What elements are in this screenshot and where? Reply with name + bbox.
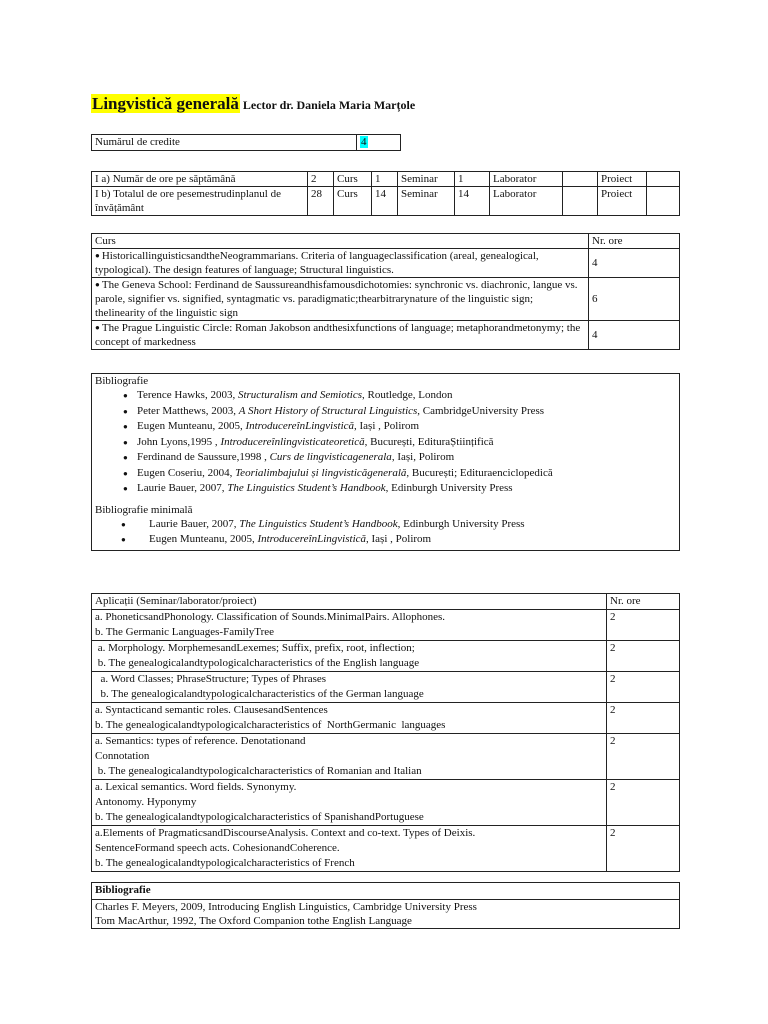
applications-header-row: [92, 594, 680, 610]
applications-topic: a. Morphology. MorphemesandLexemes; Suffix, prefix, root, inflection; b. The genealogicalandtypologicalcharacteristics of the English language: [92, 641, 607, 672]
applications-row: [92, 641, 680, 672]
applications-topic: a. PhoneticsandPhonology. Classification of Sounds.MinimalPairs. Allophones. b. The Germanic Languages-FamilyTree: [92, 610, 607, 641]
applications-topic: a. Semantics: types of reference. Denotationand Connotation b. The genealogicalandtypologicalcharacteristics of Romanian and Italian: [92, 734, 607, 780]
course-header-row: [92, 234, 680, 249]
applications-hours: 2: [607, 780, 680, 826]
title-line: [91, 94, 415, 114]
seminar-bibliography-item: Charles F. Meyers, 2009, Introducing English Linguistics, Cambridge University Press: [95, 901, 477, 913]
credits-value: 4: [361, 136, 367, 148]
bibliography-min-item: ● Eugen Munteanu, 2005, IntroducereînLingvistică, Iași , Polirom: [121, 532, 676, 548]
hours-semester-seminar-label: Seminar: [398, 187, 455, 216]
hours-semester-total: 28: [308, 187, 334, 216]
applications-row: [92, 734, 680, 780]
hours-semester-lab-label: Laborator: [490, 187, 563, 216]
hours-weekly-seminar: 1: [455, 172, 490, 187]
bibliography-header: Bibliografie: [95, 375, 149, 387]
applications-topic: a. Lexical semantics. Word fields. Synonymy. Antonomy. Hyponymy b. The genealogicalandtypologicalcharacteristics of SpanishandPortuguese: [92, 780, 607, 826]
bullet-icon: [95, 279, 102, 291]
credits-table: [91, 134, 401, 151]
bullet-icon: [95, 250, 102, 262]
applications-topic: a. Syntacticand semantic roles. ClausesandSentences b. The genealogicalandtypologicalcharacteristics of NorthGermanic languages: [92, 703, 607, 734]
credits-value-cell: [357, 135, 401, 151]
course-header: Curs: [92, 234, 589, 249]
applications-hours: 2: [607, 826, 680, 872]
applications-row: [92, 610, 680, 641]
course-title: Lingvistică generală: [92, 94, 239, 113]
hours-weekly-lab-label: Laborator: [490, 172, 563, 187]
bibliography-item: ● Ferdinand de Saussure,1998 , Curs de lingvisticagenerala, Iași, Polirom: [137, 450, 676, 466]
bibliography-cell: [92, 374, 680, 551]
course-hours: 6: [589, 278, 680, 321]
hours-weekly-curs-label: Curs: [334, 172, 372, 187]
credits-label: Numărul de credite: [92, 135, 357, 151]
applications-topic: a. Word Classes; PhraseStructure; Types of Phrases b. The genealogicalandtypologicalcharacteristics of the German language: [92, 672, 607, 703]
applications-hours: 2: [607, 610, 680, 641]
hours-weekly-proiect: [647, 172, 680, 187]
course-topic-text: HistoricallinguisticsandtheNeogrammarians. Criteria of languageclassification (areal, genealogical, typological). The design features of language; Structural linguistics.: [95, 250, 539, 276]
hours-semester-curs: 14: [372, 187, 398, 216]
course-topic: [92, 278, 589, 321]
course-hours: 4: [589, 249, 680, 278]
applications-row: [92, 826, 680, 872]
hours-row-semester: [92, 187, 680, 216]
applications-row: [92, 672, 680, 703]
course-hours-header: Nr. ore: [589, 234, 680, 249]
hours-semester-proiect-label: Proiect: [598, 187, 647, 216]
hours-row-weekly: [92, 172, 680, 187]
applications-table: [91, 593, 680, 872]
course-row: [92, 278, 680, 321]
hours-semester-seminar: 14: [455, 187, 490, 216]
bibliography-item: ● Peter Matthews, 2003, A Short History of Structural Linguistics, CambridgeUniversity Press: [137, 404, 676, 420]
bibliography-item: ● John Lyons,1995 , Introducereînlingvisticateoretică, București, EdituraȘtiințifică: [137, 435, 676, 451]
course-table: [91, 233, 680, 350]
bibliography-list: [95, 388, 676, 497]
applications-hours: 2: [607, 641, 680, 672]
course-row: [92, 249, 680, 278]
hours-semester-label: I b) Totalul de ore pesemestrudinplanul de învățământ: [92, 187, 308, 216]
applications-header: Aplicații (Seminar/laborator/proiect): [92, 594, 607, 610]
bibliography-item: ● Eugen Munteanu, 2005, IntroducereînLingvistică, Iași , Polirom: [137, 419, 676, 435]
hours-weekly-label: I a) Număr de ore pe săptămână: [92, 172, 308, 187]
author-name: Lector dr. Daniela Maria Marțole: [242, 98, 416, 112]
course-hours: 4: [589, 321, 680, 350]
course-topic-text: The Prague Linguistic Circle: Roman Jakobson andthesixfunctions of language; metaphorandmetonymy; the concept of markedness: [95, 322, 581, 348]
applications-hours: 2: [607, 672, 680, 703]
applications-hours: 2: [607, 703, 680, 734]
course-topic: [92, 321, 589, 350]
hours-semester-lab: [563, 187, 598, 216]
seminar-bibliography-table: [91, 882, 680, 929]
hours-weekly-total: 2: [308, 172, 334, 187]
applications-row: [92, 780, 680, 826]
bibliography-min-list: [95, 517, 676, 548]
bibliography-item: ● Eugen Coseriu, 2004, Teorialimbajului și lingvisticăgenerală, București; Edituraenciclopedică: [137, 466, 676, 482]
hours-weekly-curs: 1: [372, 172, 398, 187]
hours-semester-curs-label: Curs: [334, 187, 372, 216]
hours-weekly-proiect-label: Proiect: [598, 172, 647, 187]
applications-row: [92, 703, 680, 734]
seminar-bibliography-item: Tom MacArthur, 1992, The Oxford Companion tothe English Language: [95, 915, 412, 927]
bibliography-table: [91, 373, 680, 551]
applications-hours-header: Nr. ore: [607, 594, 680, 610]
bibliography-item: ● Laurie Bauer, 2007, The Linguistics Student’s Handbook, Edinburgh University Press: [137, 481, 676, 497]
applications-topic: a.Elements of PragmaticsandDiscourseAnalysis. Context and co-text. Types of Deixis. SentenceFormand speech acts. CohesionandCoherence. b. The genealogicalandtypologicalcharacteristics of French: [92, 826, 607, 872]
hours-weekly-lab: [563, 172, 598, 187]
hours-semester-proiect: [647, 187, 680, 216]
hours-weekly-seminar-label: Seminar: [398, 172, 455, 187]
bibliography-min-item: ● Laurie Bauer, 2007, The Linguistics Student’s Handbook, Edinburgh University Press: [121, 517, 676, 533]
hours-table: [91, 171, 680, 216]
course-topic: [92, 249, 589, 278]
applications-hours: 2: [607, 734, 680, 780]
bullet-icon: [95, 322, 102, 334]
bibliography-item: ● Terence Hawks, 2003, Structuralism and Semiotics, Routledge, London: [137, 388, 676, 404]
bibliography-min-header: Bibliografie minimală: [95, 503, 193, 516]
course-row: [92, 321, 680, 350]
seminar-bibliography-header: Bibliografie: [92, 883, 680, 900]
course-topic-text: The Geneva School: Ferdinand de Saussureandhisfamousdichotomies: synchronic vs. diachronic, langue vs. parole, signifier vs. signified, syntagmatic vs. paradigmatic;thearbitrarynature of the linguistic sign; thelinearity of the linguistic sign: [95, 279, 578, 319]
seminar-bibliography-list: [92, 900, 680, 929]
